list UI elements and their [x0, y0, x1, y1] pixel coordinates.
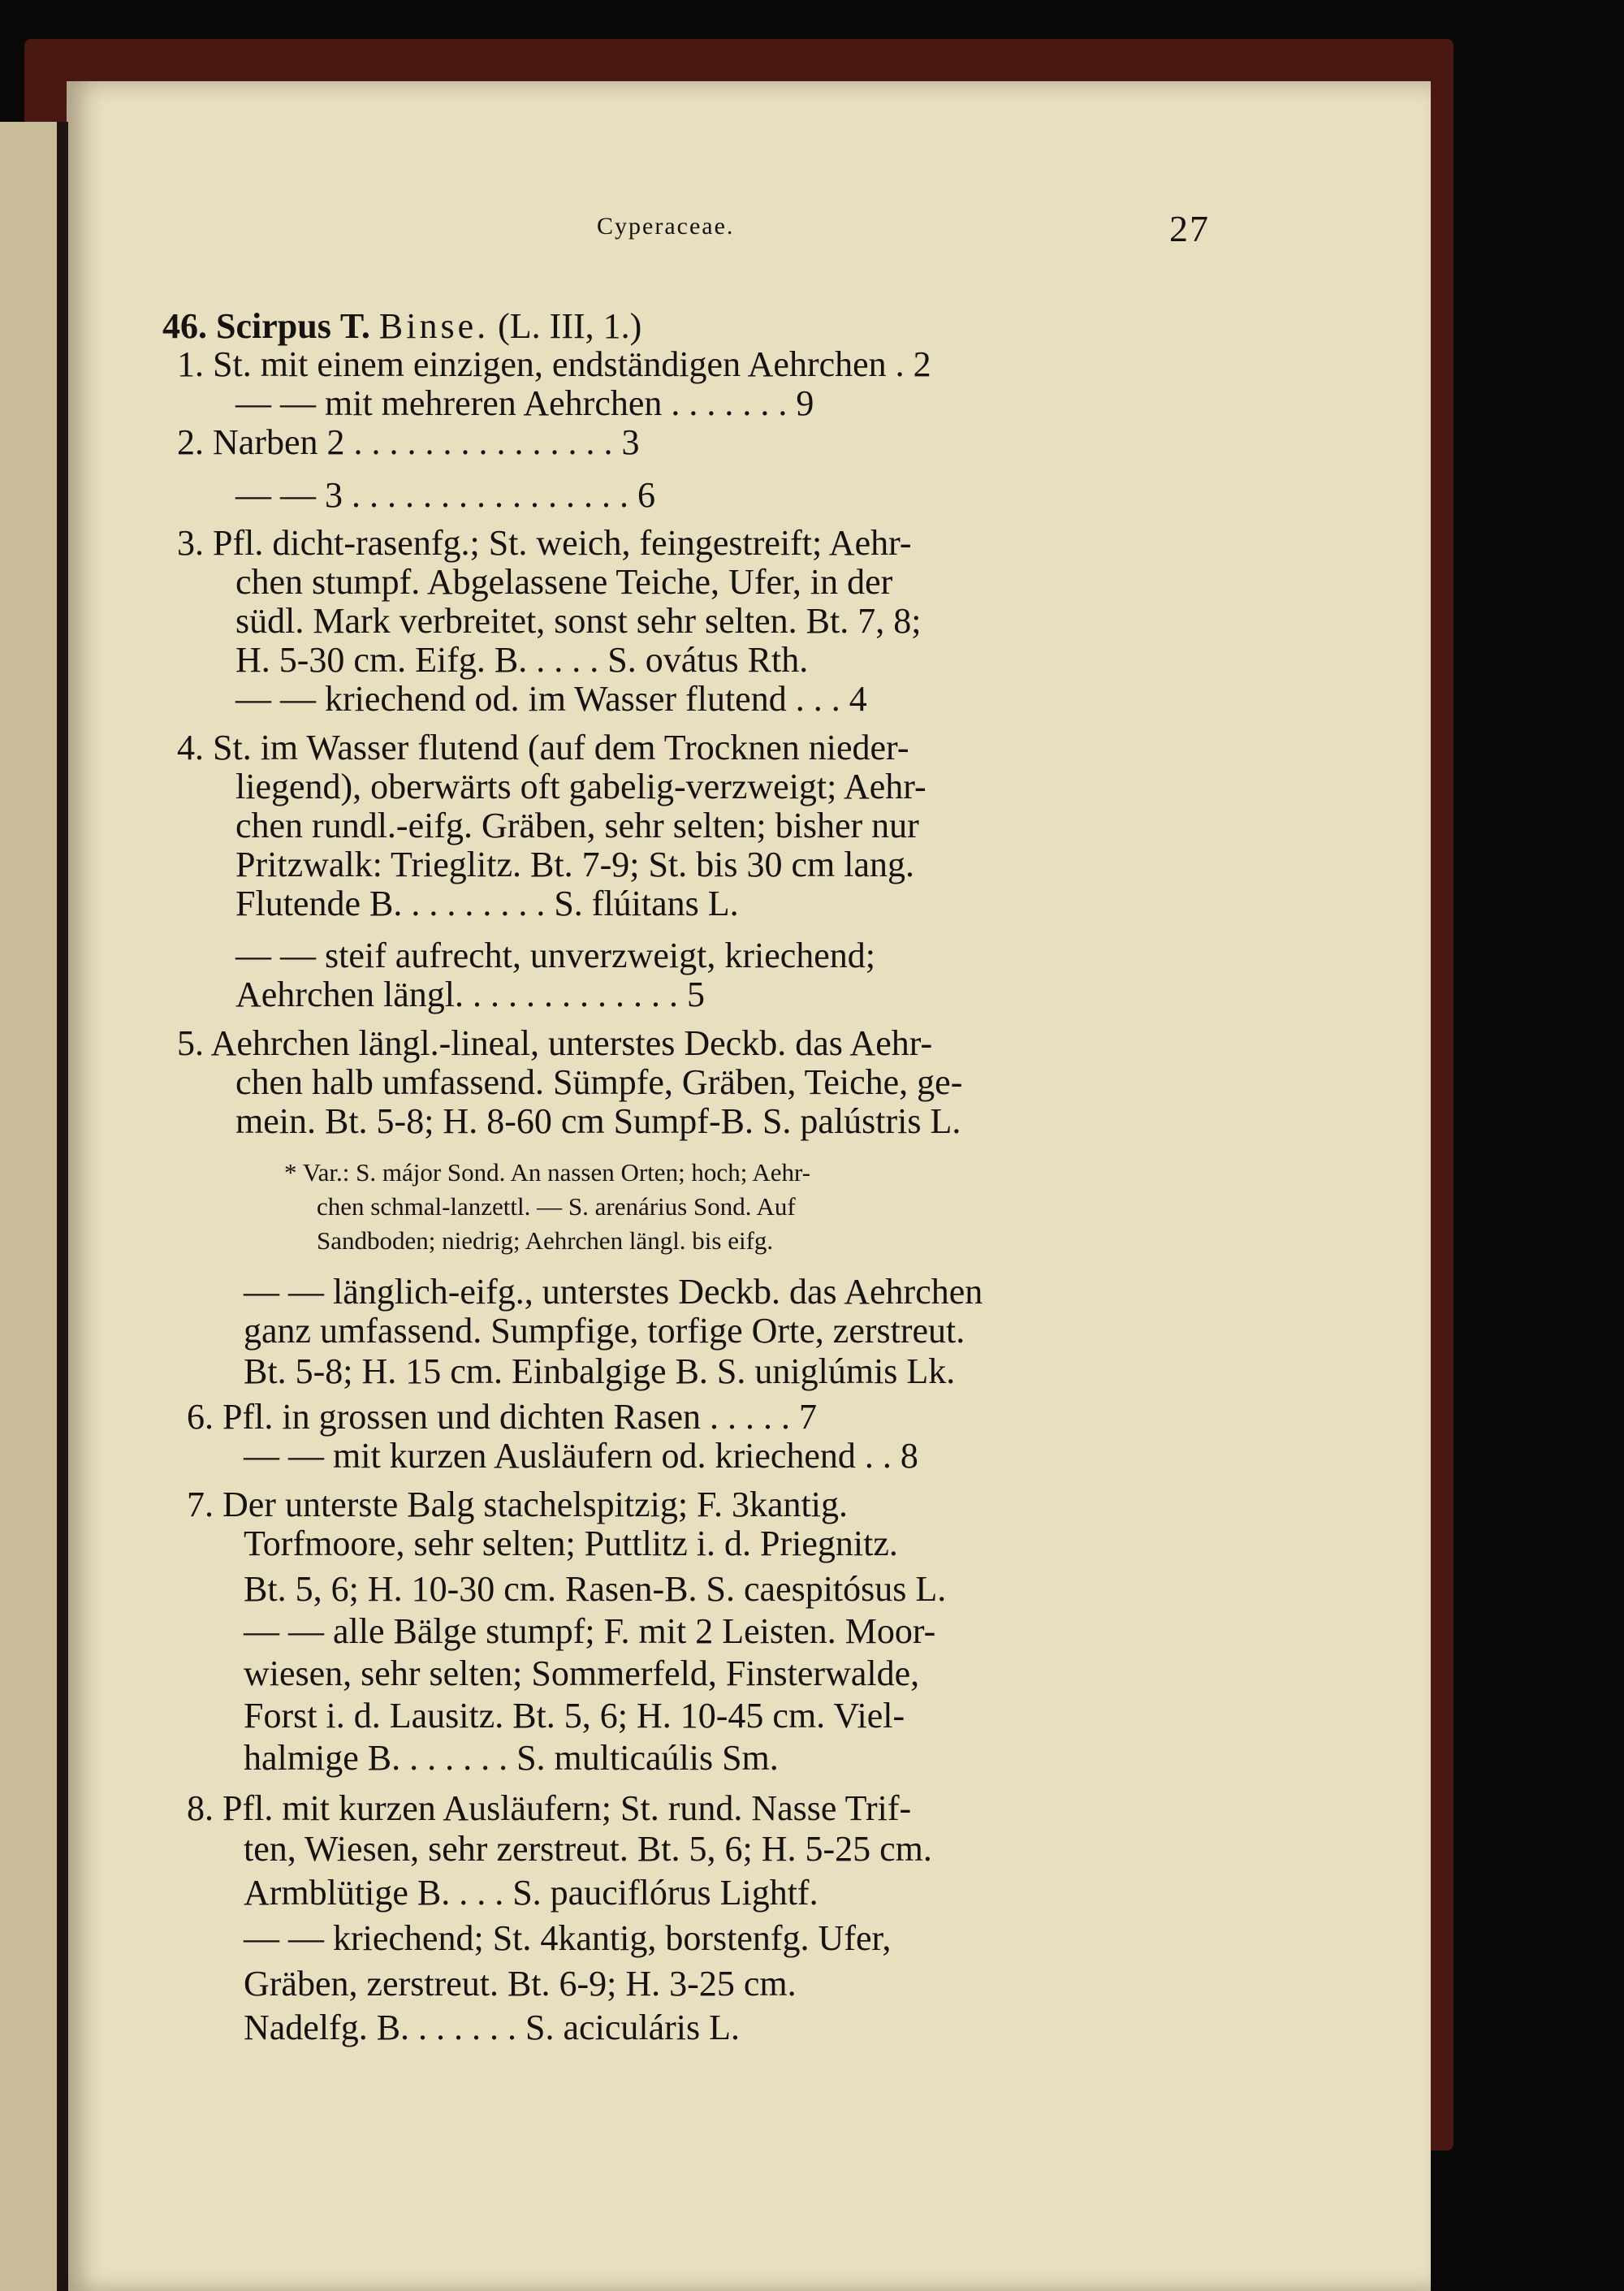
key-line: 3. Pfl. dicht-rasenfg.; St. weich, feingestreift; Aehr-: [177, 523, 912, 563]
key-line: — — mit mehreren Aehrchen . . . . . . . 9: [235, 383, 814, 423]
key-line: — — länglich-eifg., unterstes Deckb. das Aehrchen: [244, 1272, 983, 1312]
key-line: — — 3 . . . . . . . . . . . . . . . . 6: [235, 475, 655, 515]
page-number: 27: [1169, 208, 1210, 249]
key-line: — — alle Bälge stumpf; F. mit 2 Leisten. Moor-: [244, 1611, 936, 1651]
key-line: ten, Wiesen, sehr zerstreut. Bt. 5, 6; H. 5-25 cm.: [244, 1829, 932, 1869]
key-line: — — kriechend; St. 4kantig, borstenfg. Ufer,: [244, 1918, 892, 1958]
key-line: halmige B. . . . . . . S. multicaúlis Sm.: [244, 1738, 779, 1778]
key-line: — — mit kurzen Ausläufern od. kriechend . . 8: [244, 1436, 918, 1476]
key-line: liegend), oberwärts oft gabelig-verzweigt; Aehr-: [235, 767, 926, 806]
key-line: 8. Pfl. mit kurzen Ausläufern; St. rund. Nasse Trif-: [187, 1788, 912, 1828]
key-line: Forst i. d. Lausitz. Bt. 5, 6; H. 10-45 cm. Viel-: [244, 1696, 905, 1736]
variety-note-line: Sandboden; niedrig; Aehrchen längl. bis eifg.: [317, 1226, 774, 1255]
key-line: Torfmoore, sehr selten; Puttlitz i. d. Priegnitz.: [244, 1524, 898, 1563]
key-line: 6. Pfl. in grossen und dichten Rasen . . . . . 7: [187, 1397, 818, 1437]
key-line: Nadelfg. B. . . . . . . S. aciculáris L.: [244, 2008, 740, 2047]
key-line: — — steif aufrecht, unverzweigt, kriechend;: [235, 936, 876, 975]
genus-linnaean: (L. III, 1.): [498, 306, 642, 346]
key-line: Pritzwalk: Trieglitz. Bt. 7-9; St. bis 30 cm lang.: [235, 845, 914, 884]
page-gutter: [57, 122, 68, 2291]
key-line: Aehrchen längl. . . . . . . . . . . . . 5: [235, 975, 705, 1014]
key-line: Gräben, zerstreut. Bt. 6-9; H. 3-25 cm.: [244, 1964, 797, 2004]
key-line: Bt. 5, 6; H. 10-30 cm. Rasen-B. S. caespitósus L.: [244, 1569, 947, 1609]
variety-note-line: chen schmal-lanzettl. — S. arenárius Sond. Auf: [317, 1192, 796, 1221]
genus-author: T.: [339, 306, 370, 346]
key-line: 4. St. im Wasser flutend (auf dem Trocknen nieder-: [177, 728, 909, 767]
key-line: — — kriechend od. im Wasser flutend . . . 4: [235, 679, 867, 719]
key-line: südl. Mark verbreitet, sonst sehr selten. Bt. 7, 8;: [235, 601, 922, 641]
running-head: Cyperaceae.: [597, 213, 735, 240]
variety-note-line: * Var.: S. májor Sond. An nassen Orten; hoch; Aehr-: [284, 1158, 811, 1187]
key-line: chen rundl.-eifg. Gräben, sehr selten; bisher nur: [235, 806, 919, 845]
genus-heading: [162, 307, 641, 346]
key-line: chen halb umfassend. Sümpfe, Gräben, Teiche, ge-: [235, 1062, 963, 1102]
key-line: 1. St. mit einem einzigen, endständigen Aehrchen . 2: [177, 344, 931, 384]
key-line: chen stumpf. Abgelassene Teiche, Ufer, in der: [235, 562, 893, 602]
key-line: 5. Aehrchen längl.-lineal, unterstes Deckb. das Aehr-: [177, 1023, 933, 1063]
key-line: ganz umfassend. Sumpfige, torfige Orte, zerstreut.: [244, 1311, 965, 1351]
genus-common-name: Binse.: [378, 306, 490, 346]
genus-number: 46.: [162, 306, 207, 346]
key-line: 2. Narben 2 . . . . . . . . . . . . . . . 3: [177, 422, 640, 462]
key-line: mein. Bt. 5-8; H. 8-60 cm Sumpf-B. S. palústris L.: [235, 1101, 961, 1141]
key-line: Flutende B. . . . . . . . . S. flúitans L.: [235, 884, 739, 923]
key-line: Armblütige B. . . . S. pauciflórus Lightf.: [244, 1873, 818, 1913]
key-line: 7. Der unterste Balg stachelspitzig; F. 3kantig.: [187, 1485, 848, 1524]
key-line: Bt. 5-8; H. 15 cm. Einbalgige B. S. uniglúmis Lk.: [244, 1351, 956, 1391]
genus-name: Scirpus: [216, 306, 331, 346]
key-line: H. 5-30 cm. Eifg. B. . . . . S. ovátus Rth.: [235, 640, 809, 680]
key-line: wiesen, sehr selten; Sommerfeld, Finsterwalde,: [244, 1653, 920, 1693]
